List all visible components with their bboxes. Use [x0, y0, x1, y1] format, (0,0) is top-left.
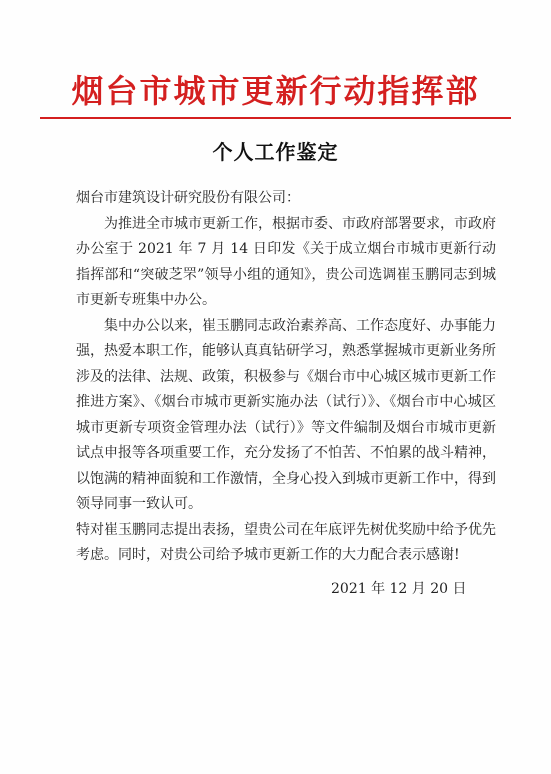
closing-paragraph: 特对崔玉鹏同志提出表扬，望贵公司在年底评先树优奖励中给予优先考虑。同时，对贵公司给予城市更新工作的大力配合表示感谢! [76, 521, 496, 563]
salutation: 烟台市建筑设计研究股份有限公司： [76, 190, 300, 206]
paragraph-2: 集中办公以来，崔玉鹏同志政治素养高、工作态度好、办事能力强，热爱本职工作，能够认真真钻研学习，熟悉掌握城市更新业务所涉及的法律、法规、政策，积极参与《烟台市中心城区城市更新工作推进方案》、《烟台市城市更新实施办法（试行）》、《烟台市中心城区城市更新专项资金管理办法（试行）》等文件编制及烟台市城市更新试点申报等各项重要工作，充分发扬了不怕苦、不怕累的战斗精神，以饱满的精神面貌和工作激情，全身心投入到城市更新工作中，得到领导同事一致认可。 [76, 317, 496, 512]
red-divider-line [40, 117, 511, 119]
paragraph-1: 为推进全市城市更新工作，根据市委、市政府部署要求，市政府办公室于 2021 年 7 月 14 日印发《关于成立烟台市城市更新行动指挥部和“突破芝罘”领导小组的通知》，贵公司选调崔玉鹏同志到城市更新专班集中办公。 [76, 215, 496, 308]
document-title: 个人工作鉴定 [212, 140, 339, 164]
organization-header: 烟台市城市更新行动指挥部 [71, 72, 480, 110]
document-date: 2021 年 12 月 20 日 [331, 581, 467, 597]
document-body [76, 186, 496, 569]
